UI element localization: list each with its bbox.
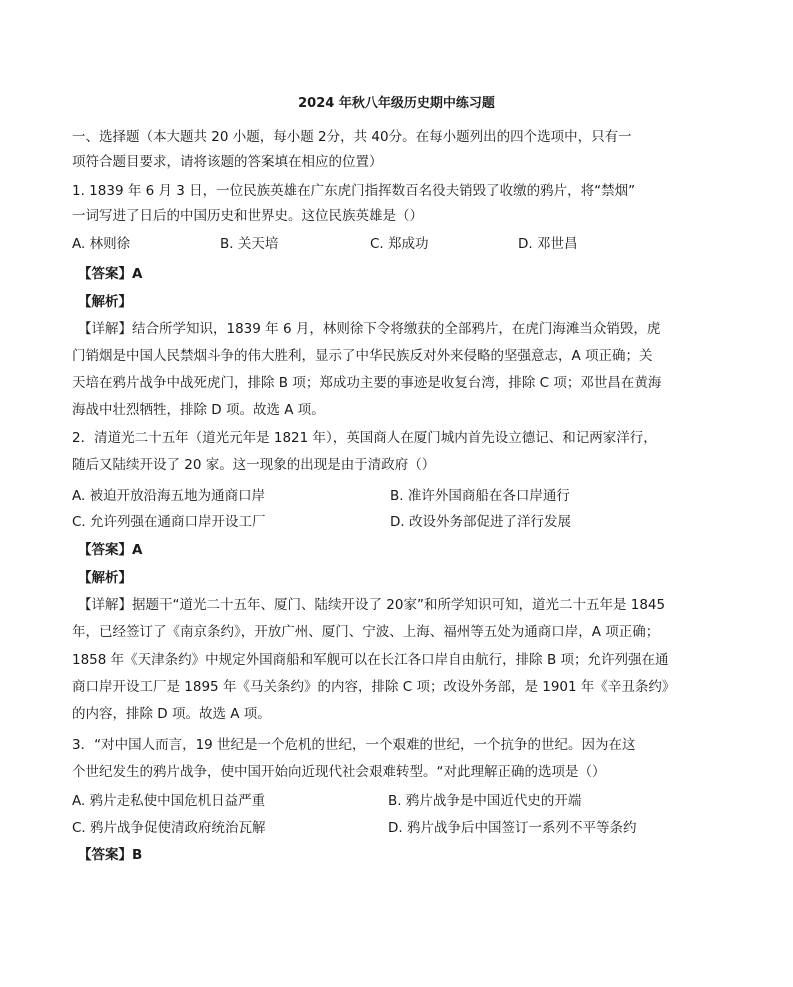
- q2-option-c: C. 允许列强在通商口岸开设工厂: [72, 514, 266, 530]
- q2-option-b: B. 准许外国商船在各口岸通行: [390, 488, 570, 504]
- q1-detail-line-2: 门销烟是中国人民禁烟斗争的伟大胜利，显示了中华民族反对外来侵略的坚强意志，A 项正确；关: [72, 348, 653, 364]
- q1-option-b: B. 关天培: [220, 236, 279, 252]
- q3-option-b: B. 鸦片战争是中国近代史的开端: [388, 793, 582, 809]
- section-heading-line-1: 一、选择题（本大题共 20 小题，每小题 2分，共 40分。在每小题列出的四个选项中，只有一: [72, 129, 632, 145]
- q2-analysis-label: 【解析】: [78, 570, 132, 586]
- q2-option-d: D. 改设外务部促进了洋行发展: [390, 514, 571, 530]
- q1-option-a: A. 林则徐: [72, 236, 131, 252]
- section-heading-line-2: 项符合题目要求，请将该题的答案填在相应的位置）: [72, 154, 383, 170]
- q2-stem-line-2: 随后又陆续开设了 20 家。这一现象的出现是由于清政府（）: [72, 457, 436, 473]
- q2-answer: 【答案】A: [78, 542, 143, 558]
- q2-stem-line-1: 2．清道光二十五年（道光元年是 1821 年），英国商人在厦门城内首先设立德记、和记两家洋行，: [72, 430, 657, 446]
- q1-stem-line-2: 一词写进了日后的中国历史和世界史。这位民族英雄是（）: [72, 208, 423, 224]
- q1-analysis-label: 【解析】: [78, 294, 132, 310]
- q3-answer: 【答案】B: [78, 847, 143, 863]
- q2-detail-line-5: 的内容，排除 D 项。故选 A 项。: [72, 706, 271, 722]
- q2-option-a: A. 被迫开放沿海五地为通商口岸: [72, 488, 266, 504]
- q2-detail-line-4: 商口岸开设工厂是 1895 年《马关条约》的内容，排除 C 项；改设外务部，是 1901 年《辛丑条约》: [72, 679, 676, 695]
- q1-detail-line-4: 海战中壮烈牺牲，排除 D 项。故选 A 项。: [72, 402, 325, 418]
- q3-stem-line-2: 个世纪发生的鸦片战争，使中国开始向近现代社会艰难转型。“对此理解正确的选项是（）: [72, 764, 606, 780]
- q3-option-a: A. 鸦片走私使中国危机日益严重: [72, 793, 266, 809]
- q3-option-c: C. 鸦片战争促使清政府统治瓦解: [72, 820, 266, 836]
- q1-detail-line-1: 【详解】结合所学知识，1839 年 6 月，林则徐下令将缴获的全部鸦片，在虎门海滩当众销毁，虎: [78, 321, 661, 337]
- q2-detail-line-1: 【详解】据题干“道光二十五年、厦门、陆续开设了 20家”和所学知识可知，道光二十五年是 1845: [78, 597, 666, 613]
- q3-option-d: D. 鸦片战争后中国签订一系列不平等条约: [388, 820, 637, 836]
- q1-option-d: D. 邓世昌: [518, 236, 578, 252]
- q1-detail-line-3: 天培在鸦片战争中战死虎门，排除 B 项；郑成功主要的事迹是收复台湾，排除 C 项；邓世昌在黄海: [72, 375, 662, 391]
- q1-stem-line-1: 1. 1839 年 6 月 3 日，一位民族英雄在广东虎门指挥数百名役夫销毁了收缴的鸦片，将“禁烟”: [72, 183, 636, 199]
- q2-detail-line-3: 1858 年《天津条约》中规定外国商船和军舰可以在长江各口岸自由航行，排除 B 项；允许列强在通: [72, 652, 669, 668]
- q1-option-c: C. 郑成功: [370, 236, 429, 252]
- q2-detail-line-2: 年，已经签订了《南京条约》，开放广州、厦门、宁波、上海、福州等五处为通商口岸，A 项正确；: [72, 624, 660, 640]
- page-title: 2024 年秋八年级历史期中练习题: [298, 96, 495, 111]
- q1-answer: 【答案】A: [78, 266, 143, 282]
- q3-stem-line-1: 3．“对中国人而言，19 世纪是一个危机的世纪，一个艰难的世纪，一个抗争的世纪。因为在这: [72, 737, 636, 753]
